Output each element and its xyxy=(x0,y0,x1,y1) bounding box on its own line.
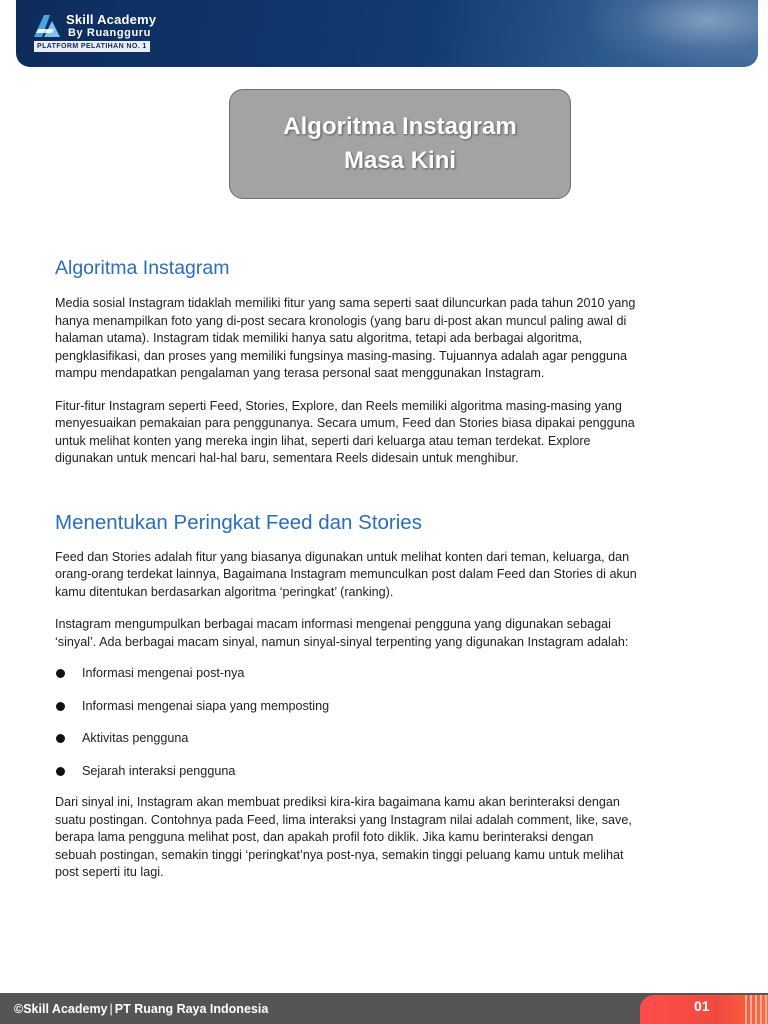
paragraph-intro xyxy=(55,295,716,383)
header-banner xyxy=(16,0,758,67)
text-line: post seperti itu lagi. xyxy=(55,865,164,879)
text-line: menyesuaikan pemakaian para penggunanya. Secara umum, Feed dan Stories biasa dipakai pengguna xyxy=(55,416,635,430)
text-line: Instagram mengumpulkan berbagai macam informasi mengenai pengguna yang digunakan sebagai xyxy=(55,617,611,631)
list-item-text: Sejarah interaksi pengguna xyxy=(82,763,236,778)
text-line: Dari sinyal ini, Instagram akan membuat prediksi kira-kira bagaimana kamu akan berinteraksi dengan xyxy=(55,795,620,809)
bullet-icon xyxy=(56,767,65,776)
skill-academy-logo-icon xyxy=(32,13,62,39)
list-item xyxy=(55,698,716,716)
company-name: PT Ruang Raya Indonesia xyxy=(114,1002,269,1016)
paragraph-features xyxy=(55,398,716,468)
bullet-icon xyxy=(56,734,65,743)
bullet-icon xyxy=(56,702,65,711)
signal-list xyxy=(55,665,716,780)
list-item xyxy=(55,665,716,683)
section-heading-algoritma: Algoritma Instagram xyxy=(55,257,230,279)
text-line: kamu ditentukan berdasarkan algoritma ‘peringkat’ (ranking). xyxy=(55,584,394,599)
document-body xyxy=(55,256,716,882)
text-line: digunakan untuk mencari hal-hal baru, sementara Reels didesain untuk menghibur. xyxy=(55,451,519,465)
brand-name: Skill Academy xyxy=(66,12,157,27)
list-item-text: Informasi mengenai siapa yang memposting xyxy=(82,698,330,713)
text-line: hanya menampilkan foto yang di-post secara kronologis (yang baru di-post akan muncul paling awal di xyxy=(55,313,627,328)
text-line: halaman utama). Instagram tidak memiliki hanya satu algoritma, tetapi ada berbagai algoritma, xyxy=(55,331,583,345)
brand-tagline: PLATFORM PELATIHAN NO. 1 xyxy=(34,41,150,52)
title-line-2: Masa Kini xyxy=(343,147,457,174)
title-line-1: Algoritma Instagram xyxy=(283,113,517,140)
list-item xyxy=(55,730,716,748)
document-title-box xyxy=(229,89,571,199)
header-photo xyxy=(588,0,758,67)
list-item-text: Informasi mengenai post-nya xyxy=(82,666,245,680)
page-tab-stripes xyxy=(745,995,768,1024)
text-line: pengklasifikasi, dan proses yang memiliki fungsinya masing-masing. Tujuannya adalah agar pengguna xyxy=(55,348,627,363)
bullet-icon xyxy=(56,669,65,678)
text-line: sebuah postingan, semakin tinggi ‘peringkat’nya post-nya, semakin tinggi peluang kamu untuk melihat xyxy=(55,847,624,862)
text-line: Feed dan Stories adalah fitur yang biasanya digunakan untuk melihat konten dari teman, keluarga, dan xyxy=(55,549,630,564)
list-item-text: Aktivitas pengguna xyxy=(82,731,189,745)
copyright-text: ©Skill Academy xyxy=(14,1002,108,1016)
text-line: berapa lama pengguna melihat post, dan apakah profil foto diklik. Jika kamu berinteraksi dengan xyxy=(55,830,594,844)
footer-separator: | xyxy=(109,1002,113,1016)
paragraph-prediction xyxy=(55,794,716,882)
text-line: untuk melihat konten yang mereka ingin lihat, seperti dari keluarga atau teman terdekat. Explore xyxy=(55,433,591,448)
text-line: Fitur-fitur Instagram seperti Feed, Stories, Explore, dan Reels memiliki algoritma masing-masing yang xyxy=(55,398,622,413)
text-line: suatu postingan. Contohnya pada Feed, lima interaksi yang Instagram nilai adalah comment, like, save, xyxy=(55,812,632,827)
text-line: Media sosial Instagram tidaklah memiliki fitur yang sama seperti saat diluncurkan pada tahun 2010 yang xyxy=(55,296,636,310)
section-heading-peringkat: Menentukan Peringkat Feed dan Stories xyxy=(55,510,422,534)
paragraph-signals xyxy=(55,616,716,651)
text-line: orang-orang terdekat lainnya, Bagaimana Instagram memunculkan post dalam Feed dan Stories di akun xyxy=(55,567,637,581)
text-line: mampu mendapatkan pengalaman yang terasa personal saat menggunakan Instagram. xyxy=(55,366,545,380)
footer-copyright xyxy=(14,1002,268,1016)
list-item xyxy=(55,763,716,781)
brand-logo xyxy=(32,13,156,39)
paragraph-feed-stories xyxy=(55,549,716,602)
text-line: ‘sinyal’. Ada berbagai macam sinyal, namun sinyal-sinyal terpenting yang digunakan Instagram adalah: xyxy=(55,634,629,649)
page-number: 01 xyxy=(694,998,710,1014)
brand-subname: By Ruangguru xyxy=(68,27,151,39)
